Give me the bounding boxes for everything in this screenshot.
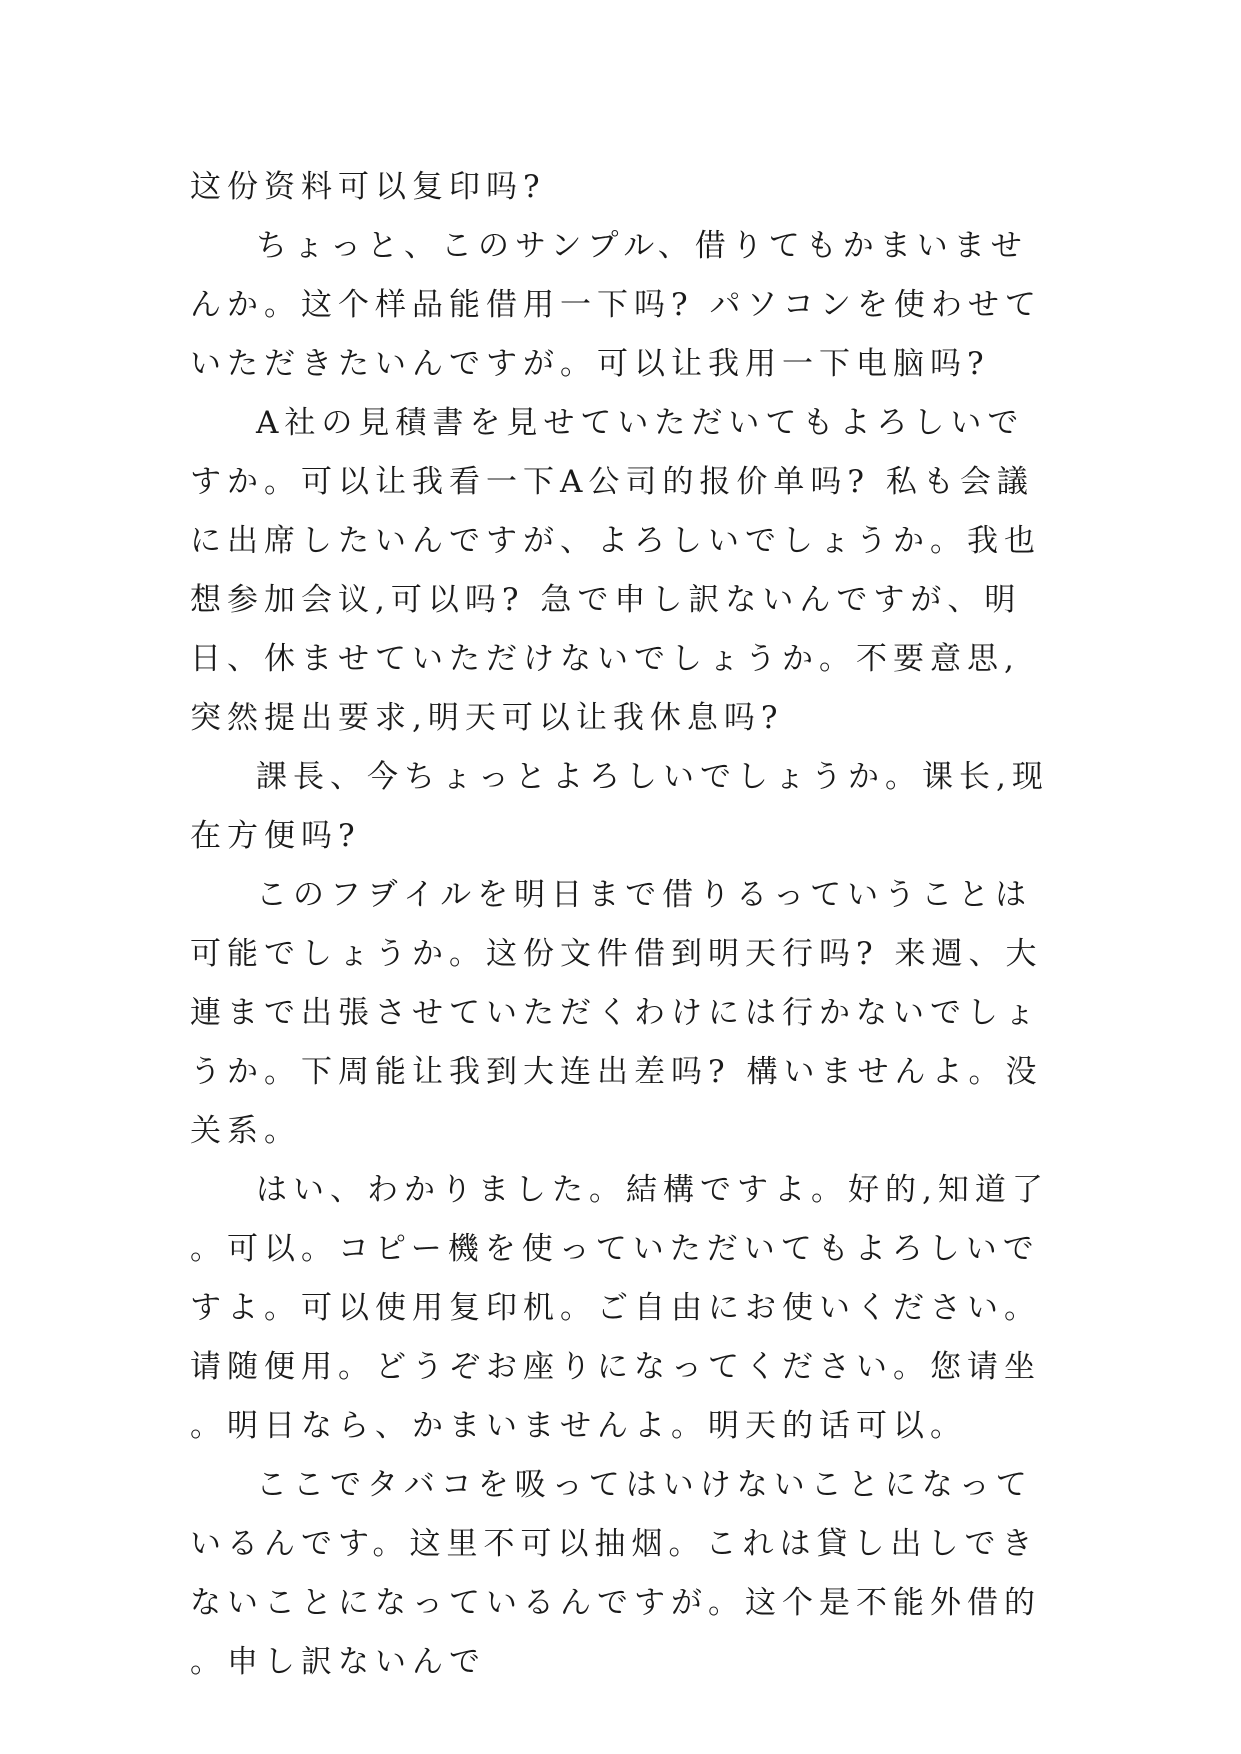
document-body — [190, 158, 1050, 1692]
paragraph-2: ちょっと、このサンプル、借りてもかまいませんか。这个样品能借用一下吗? パソコンを使わせていただきたいんですが。可以让我用一下电脑吗? — [190, 228, 1042, 382]
paragraph-3: A社の見積書を見せていただいてもよろしいですか。可以让我看一下A公司的报价单吗? 私も会議に出席したいんですが、よろしいでしょうか。我也想参加会议,可以吗? 急で申し訳ないんですが、明日、休ませていただけないでしょうか。不要意思,突然提出要求,明天可以让我休息吗? — [190, 405, 1041, 736]
paragraph-5: このフヺイルを明日まで借りるっていうことは可能でしょうか。这份文件借到明天行吗? 来週、大連まで出張させていただくわけには行かないでしょうか。下周能让我到大连出差吗? 構いませんよ。没关系。 — [190, 877, 1043, 1149]
paragraph-7: ここでタバコを吸ってはいけないことになっているんです。这里不可以抽烟。これは貸し出しできないことになっているんですが。这个是不能外借的。申し訳ないんで — [190, 1467, 1041, 1680]
paragraph-1: 这份资料可以复印吗? — [190, 169, 546, 205]
paragraph-6: はい、わかりました。結構ですよ。好的,知道了。可以。コピー機を使っていただいてもよろしいですよ。可以使用复印机。ご自由にお使いください。请随便用。どうぞお座りになってください。您请坐。明日なら、かまいませんよ。明天的话可以。 — [190, 1172, 1049, 1444]
paragraph-4: 課長、今ちょっとよろしいでしょうか。课长,现在方便吗? — [190, 759, 1049, 854]
